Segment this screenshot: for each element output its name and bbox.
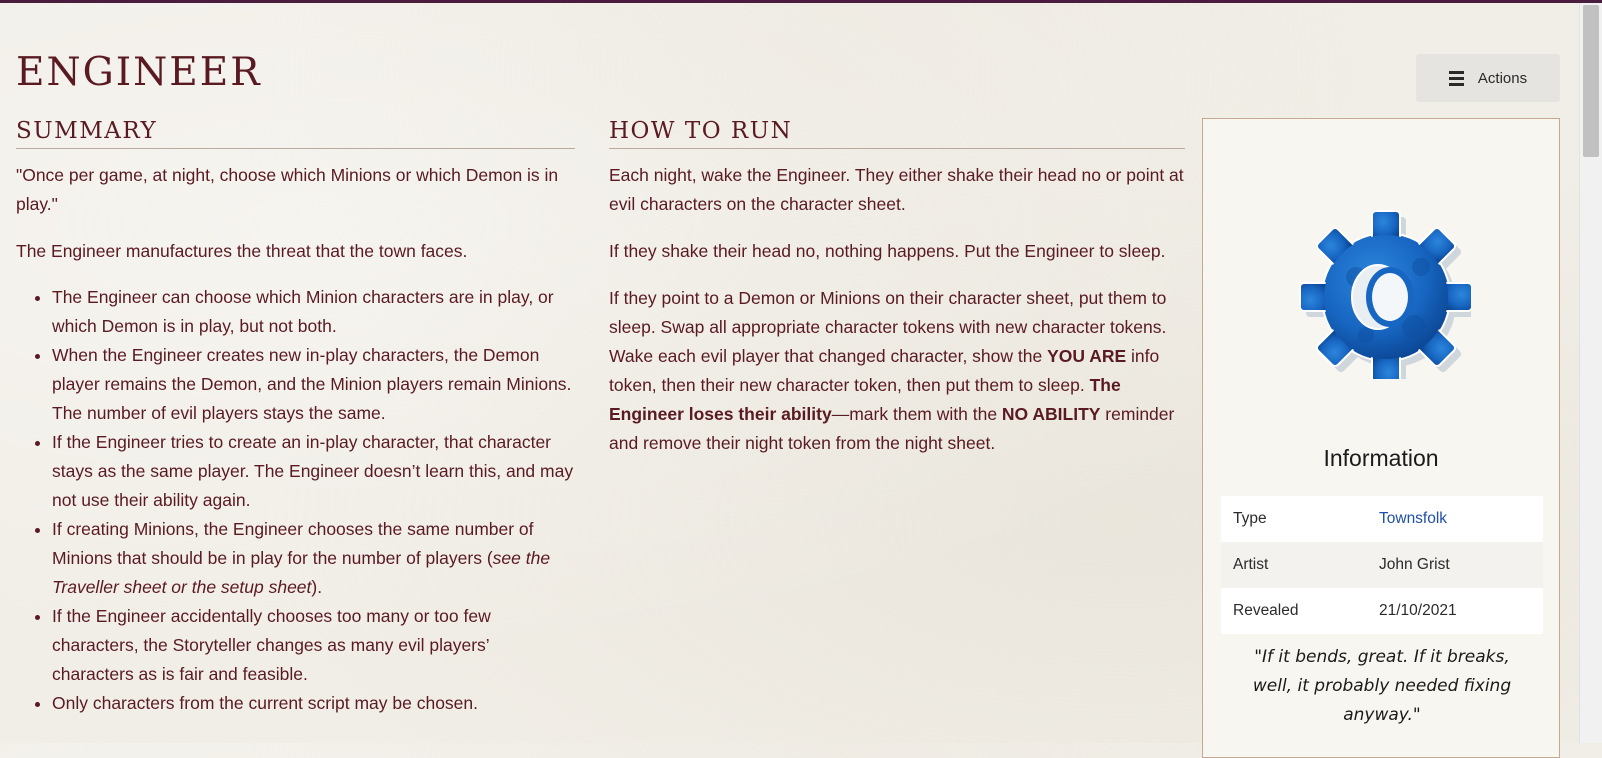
hamburger-menu-icon	[1449, 71, 1464, 86]
how-to-run-paragraph	[609, 284, 1185, 458]
how-to-run-heading: HOW TO RUN	[609, 118, 1185, 149]
run-text: —mark them with the	[831, 404, 1002, 424]
vertical-scrollbar[interactable]	[1579, 3, 1602, 743]
rules-list-item	[52, 515, 575, 602]
rules-list-item: • The Engineer can choose which Minion characters are in play, or which Demon is in play, but not both.	[52, 283, 575, 341]
info-card	[1202, 118, 1560, 758]
rules-list-item: • When the Engineer creates new in-play characters, the Demon player remains the Demon, and the Minion players remain Minions. The number of evil players stays the same.	[52, 341, 575, 428]
actions-button[interactable]	[1416, 54, 1560, 102]
rules-list-item: • Only characters from the current script may be chosen.	[52, 689, 575, 718]
run-text: If they point to a Demon or Minions on their character sheet, put them to sleep. Swap all appropriate character tokens with new character tokens. Wake each evil player that changed character, show the	[609, 288, 1167, 366]
rules-list-item: • If the Engineer accidentally chooses too many or too few characters, the Storyteller changes as many evil players’ characters as is fair and feasible.	[52, 602, 575, 689]
info-value: John Grist	[1367, 542, 1543, 588]
how-to-run-section	[609, 118, 1185, 458]
table-row	[1221, 496, 1543, 542]
table-row	[1221, 588, 1543, 634]
token-name-you-are: YOU ARE	[1047, 346, 1127, 366]
how-to-run-paragraph: If they shake their head no, nothing happens. Put the Engineer to sleep.	[609, 241, 1166, 261]
ability-text: "Once per game, at night, choose which Minions or which Demon is in play."	[16, 165, 559, 214]
run-text: info token, then their new character token, then put them to sleep.	[609, 346, 1160, 395]
info-key: Type	[1221, 496, 1367, 542]
info-value	[1367, 496, 1543, 542]
scrollbar-thumb[interactable]	[1583, 5, 1599, 157]
run-text: reminder and remove their night token from the night sheet.	[609, 404, 1175, 453]
rules-list-item: • If the Engineer tries to create an in-play character, that character stays as the same player. The Engineer doesn’t learn this, and may not use their ability again.	[52, 428, 575, 515]
table-row	[1221, 542, 1543, 588]
token-name-no-ability: NO ABILITY	[1001, 404, 1101, 424]
how-to-run-paragraph: Each night, wake the Engineer. They either shake their head no or point at evil characters on the character sheet.	[609, 165, 1184, 214]
info-value: 21/10/2021	[1367, 588, 1543, 634]
type-link[interactable]: Townsfolk	[1379, 510, 1448, 527]
info-key: Artist	[1221, 542, 1367, 588]
summary-heading: SUMMARY	[16, 118, 575, 149]
rules-list	[16, 283, 575, 718]
info-key: Revealed	[1221, 588, 1367, 634]
engineer-gear-icon	[1293, 201, 1471, 379]
top-accent-bar	[0, 0, 1602, 3]
rule-text: ).	[311, 577, 323, 597]
summary-section	[16, 118, 575, 718]
summary-intro: The Engineer manufactures the threat that the town faces.	[16, 241, 468, 261]
rule-text: If creating Minions, the Engineer chooses the same number of Minions that should be in play for the number of players (	[52, 519, 534, 568]
ability-loss-note: The Engineer loses their ability	[609, 375, 1121, 424]
flavor-quote: "If it bends, great. If it breaks, well, it probably needed fixing anyway."	[1252, 647, 1512, 725]
actions-label: Actions	[1477, 69, 1528, 87]
rule-emphasis: see the Traveller sheet or the setup sheet	[52, 548, 551, 597]
page-title: ENGINEER	[16, 50, 262, 95]
information-heading: Information	[1323, 445, 1439, 471]
info-table	[1221, 496, 1543, 634]
